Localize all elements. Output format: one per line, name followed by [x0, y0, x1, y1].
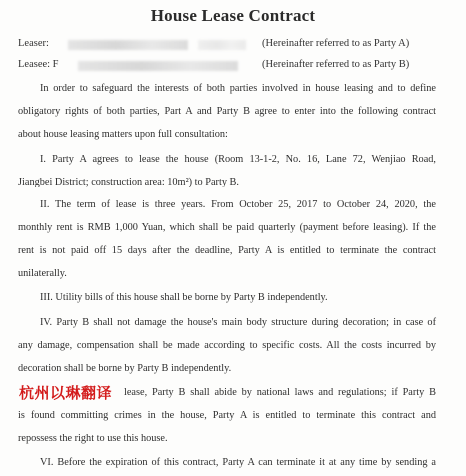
clause-line: III. Utility bills of this house shall be borne by Party B independently.: [40, 292, 328, 303]
document-title: House Lease Contract: [150, 6, 316, 25]
leaser-row: [18, 38, 448, 54]
clause-line: unilaterally.: [18, 268, 67, 279]
clause-line: monthly rent is RMB 1,000 Yuan, which shall be paid quarterly (payment before leasing). If the: [18, 222, 436, 233]
clause-line: II. The term of lease is three years. From October 25, 2017 to October 24, 2020, the: [40, 199, 436, 210]
redacted-name: [78, 61, 238, 71]
clause-line: repossess the right to use this house.: [18, 433, 168, 444]
leaser-label: Leaser:: [18, 38, 49, 49]
clause-line: decoration shall be borne by Party B independently.: [18, 363, 232, 374]
clause-line: rent is not paid off 15 days after the deadline, Party A is entitled to terminate the contract: [18, 245, 436, 256]
body-line: In order to safeguard the interests of both parties involved in house leasing and to define: [40, 83, 436, 94]
clause-line: is found committing crimes in the house, Party A is entitled to terminate this contract and: [18, 410, 436, 421]
body-line: obligatory rights of both parties, Part A and Party B agree to enter into the following contract: [18, 106, 436, 117]
clause-line: IV. Party B shall not damage the house's main body structure during decoration; in case of: [40, 317, 436, 328]
leasee-label: Leasee: F: [18, 59, 59, 70]
clause-line: VI. Before the expiration of this contract, Party A can terminate it at any time by sending a: [40, 457, 436, 468]
clause-line: Jiangbei District; construction area: 10m²) to Party B.: [18, 177, 239, 187]
leasee-reference: (Hereinafter referred to as Party B): [262, 59, 410, 70]
redacted-name: [68, 40, 188, 50]
clause-line: lease, Party B shall abide by national laws and regulations; if Party B: [124, 387, 436, 398]
leasee-row: [18, 59, 448, 75]
clause-line: I. Party A agrees to lease the house (Room 13-1-2, No. 16, Lane 72, Wenjiao Road,: [40, 154, 436, 165]
redacted-name: [198, 40, 246, 50]
translator-watermark: 杭州以琳翻译: [19, 384, 113, 402]
clipped-line-wrap: [0, 176, 466, 187]
leaser-reference: (Hereinafter referred to as Party A): [262, 38, 410, 49]
clause-line: any damage, compensation shall be made according to specific costs. All the costs incurred by: [18, 340, 436, 351]
body-line: about house leasing matters upon full consultation:: [18, 129, 228, 140]
